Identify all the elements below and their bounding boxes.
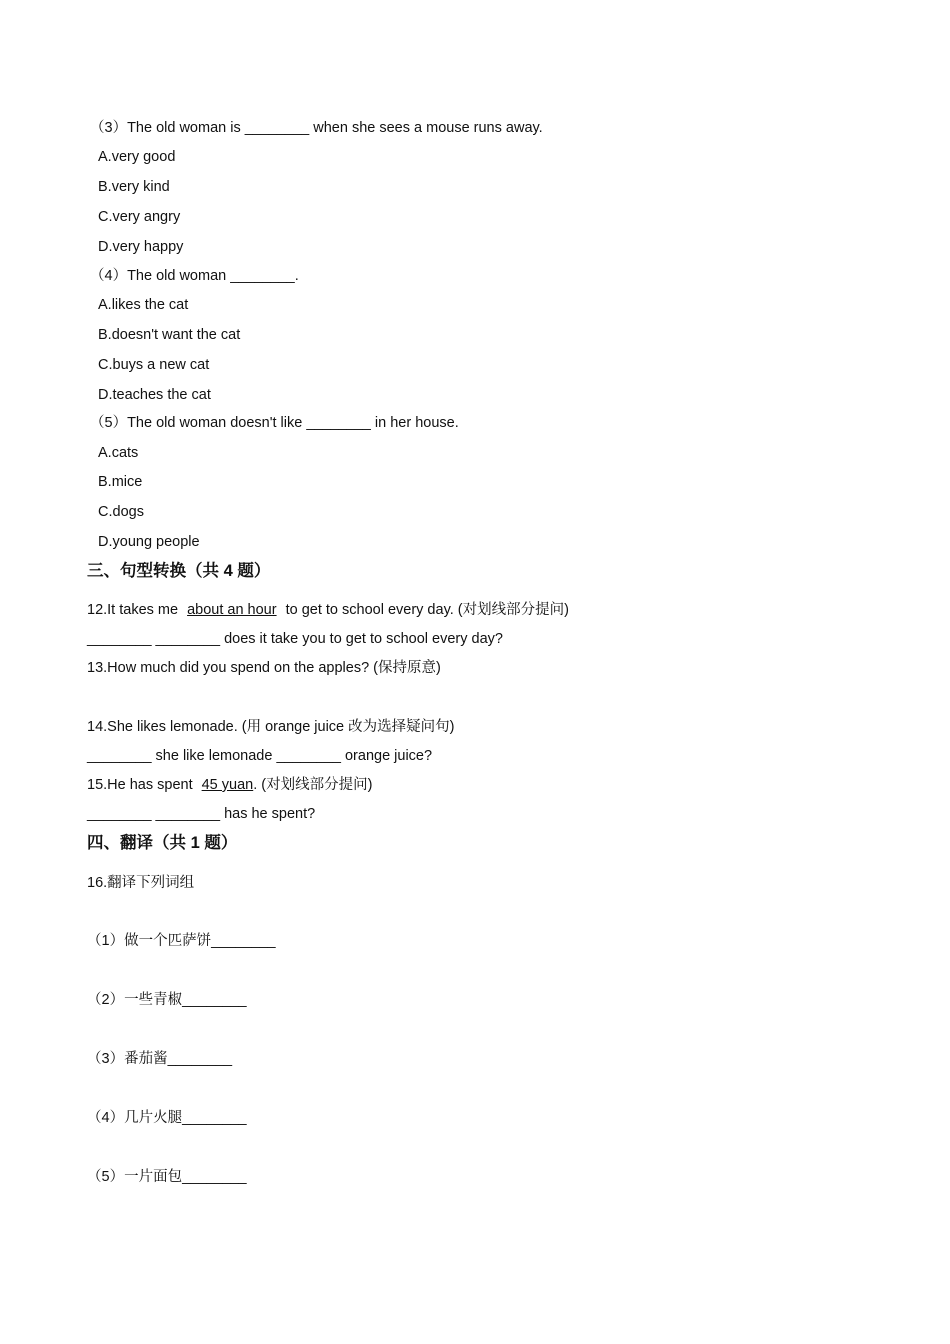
question-3-stem: （3）The old woman is ________ when she sees a mouse runs away. <box>90 120 543 136</box>
question-12-underlined: about an hour <box>187 602 277 618</box>
question-12 <box>87 601 569 619</box>
question-3-option-b: B.very kind <box>98 179 170 195</box>
question-15-suffix: . (对划线部分提问) <box>253 777 373 793</box>
question-5-option-a: A.cats <box>98 445 139 461</box>
question-12-prefix: 12.It takes me <box>87 602 179 618</box>
question-15-answer: ________ ________ has he spent? <box>87 806 316 822</box>
question-12-answer: ________ ________ does it take you to get to school every day? <box>87 631 503 647</box>
section-3-heading: 三、句型转换（共 4 题） <box>87 562 271 580</box>
question-14: 14.She likes lemonade. (用 orange juice 改为选择疑问句) <box>87 719 455 735</box>
question-5-option-b: B.mice <box>98 474 143 490</box>
question-16-item-1: （1）做一个匹萨饼________ <box>87 933 276 949</box>
question-16-item-3: （3）番茄酱________ <box>87 1051 233 1067</box>
question-5-stem: （5）The old woman doesn't like ________ in her house. <box>90 415 459 431</box>
question-15 <box>87 776 372 794</box>
question-13: 13.How much did you spend on the apples? (保持原意) <box>87 660 441 676</box>
question-5-option-c: C.dogs <box>98 504 144 520</box>
question-16-item-2: （2）一些青椒________ <box>87 992 247 1008</box>
question-16-item-5: （5）一片面包________ <box>87 1169 247 1185</box>
question-3-option-c: C.very angry <box>98 209 181 225</box>
question-4-option-a: A.likes the cat <box>98 297 189 313</box>
question-3-option-d: D.very happy <box>98 239 184 255</box>
question-3-option-a: A.very good <box>98 149 176 165</box>
section-4-heading: 四、翻译（共 1 题） <box>87 834 238 852</box>
question-15-prefix: 15.He has spent <box>87 777 193 793</box>
question-4-option-b: B.doesn't want the cat <box>98 327 241 343</box>
question-5-option-d: D.young people <box>98 534 200 550</box>
question-16-item-4: （4）几片火腿________ <box>87 1110 247 1126</box>
question-4-option-c: C.buys a new cat <box>98 357 210 373</box>
question-4-option-d: D.teaches the cat <box>98 387 211 403</box>
question-15-underlined: 45 yuan <box>201 777 254 793</box>
question-16: 16.翻译下列词组 <box>87 875 195 891</box>
question-14-answer: ________ she like lemonade ________ orange juice? <box>87 748 433 764</box>
question-12-suffix: to get to school every day. (对划线部分提问) <box>285 602 569 618</box>
question-4-stem: （4）The old woman ________. <box>90 268 299 284</box>
